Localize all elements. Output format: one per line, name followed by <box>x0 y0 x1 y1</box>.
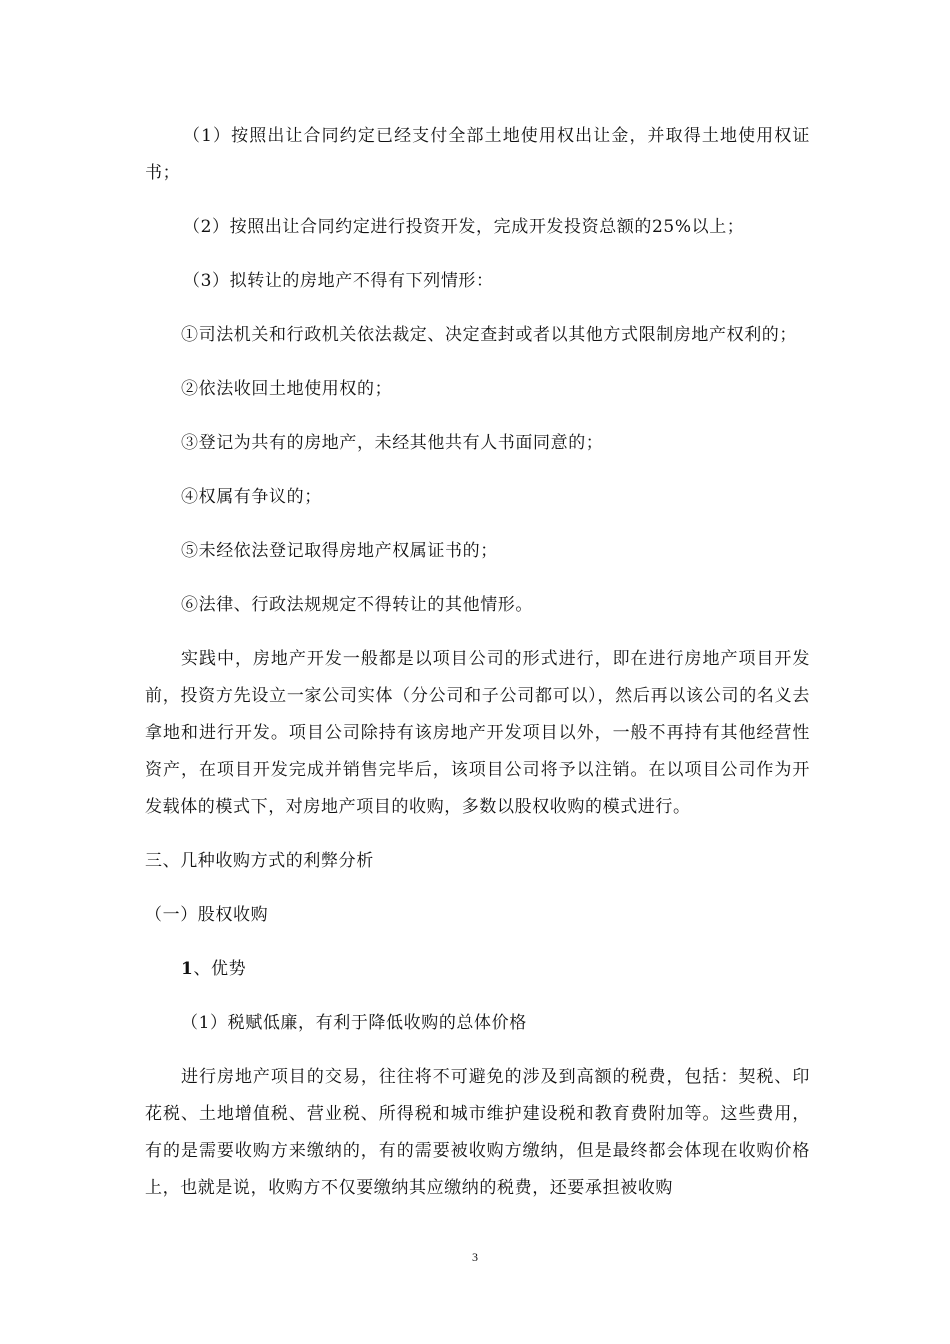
document-body <box>145 118 810 1207</box>
paragraph-practice: 实践中，房地产开发一般都是以项目公司的形式进行，即在进行房地产项目开发前，投资方先设立一家公司实体（分公司和子公司都可以），然后再以该公司的名义去拿地和进行开发。项目公司除持有该房地产开发项目以外，一般不再持有其他经营性资产，在项目开发完成并销售完毕后，该项目公司将予以注销。在以项目公司作为开发载体的模式下，对房地产项目的收购，多数以股权收购的模式进行。 <box>145 649 810 817</box>
point-title: 、优势 <box>193 959 247 979</box>
paragraph-taxes: 进行房地产项目的交易，往往将不可避免的涉及到高额的税费，包括：契税、印花税、土地增值税、营业税、所得税和城市维护建设税和教育费附加等。这些费用，有的是需要收购方来缴纳的，有的需要被收购方缴纳，但是最终都会体现在收购价格上，也就是说，收购方不仅要缴纳其应缴纳的税费，还要承担被收购 <box>145 1067 810 1198</box>
subsection-heading: （一）股权收购 <box>145 905 269 925</box>
list-item-3: ③登记为共有的房地产，未经其他共有人书面同意的； <box>181 433 604 453</box>
list-item-1: ①司法机关和行政机关依法裁定、决定查封或者以其他方式限制房地产权利的； <box>181 325 797 345</box>
point-number: 1 <box>181 959 194 979</box>
point-heading <box>145 951 810 988</box>
list-item-6: ⑥法律、行政法规规定不得转让的其他情形。 <box>181 595 533 615</box>
paragraph-condition-1: （1）按照出让合同约定已经支付全部土地使用权出让金，并取得土地使用权证书； <box>145 126 810 183</box>
list-item-5: ⑤未经依法登记取得房地产权属证书的； <box>181 541 498 561</box>
list-item-4: ④权属有争议的； <box>181 487 322 507</box>
sub-point-heading: （1）税赋低廉，有利于降低收购的总体价格 <box>181 1013 527 1033</box>
paragraph-condition-3: （3）拟转让的房地产不得有下列情形： <box>183 271 494 291</box>
page-number: 3 <box>472 1250 478 1264</box>
list-item-2: ②依法收回土地使用权的； <box>181 379 393 399</box>
section-heading: 三、几种收购方式的利弊分析 <box>145 851 374 871</box>
paragraph-condition-2: （2）按照出让合同约定进行投资开发，完成开发投资总额的25%以上； <box>183 217 745 237</box>
